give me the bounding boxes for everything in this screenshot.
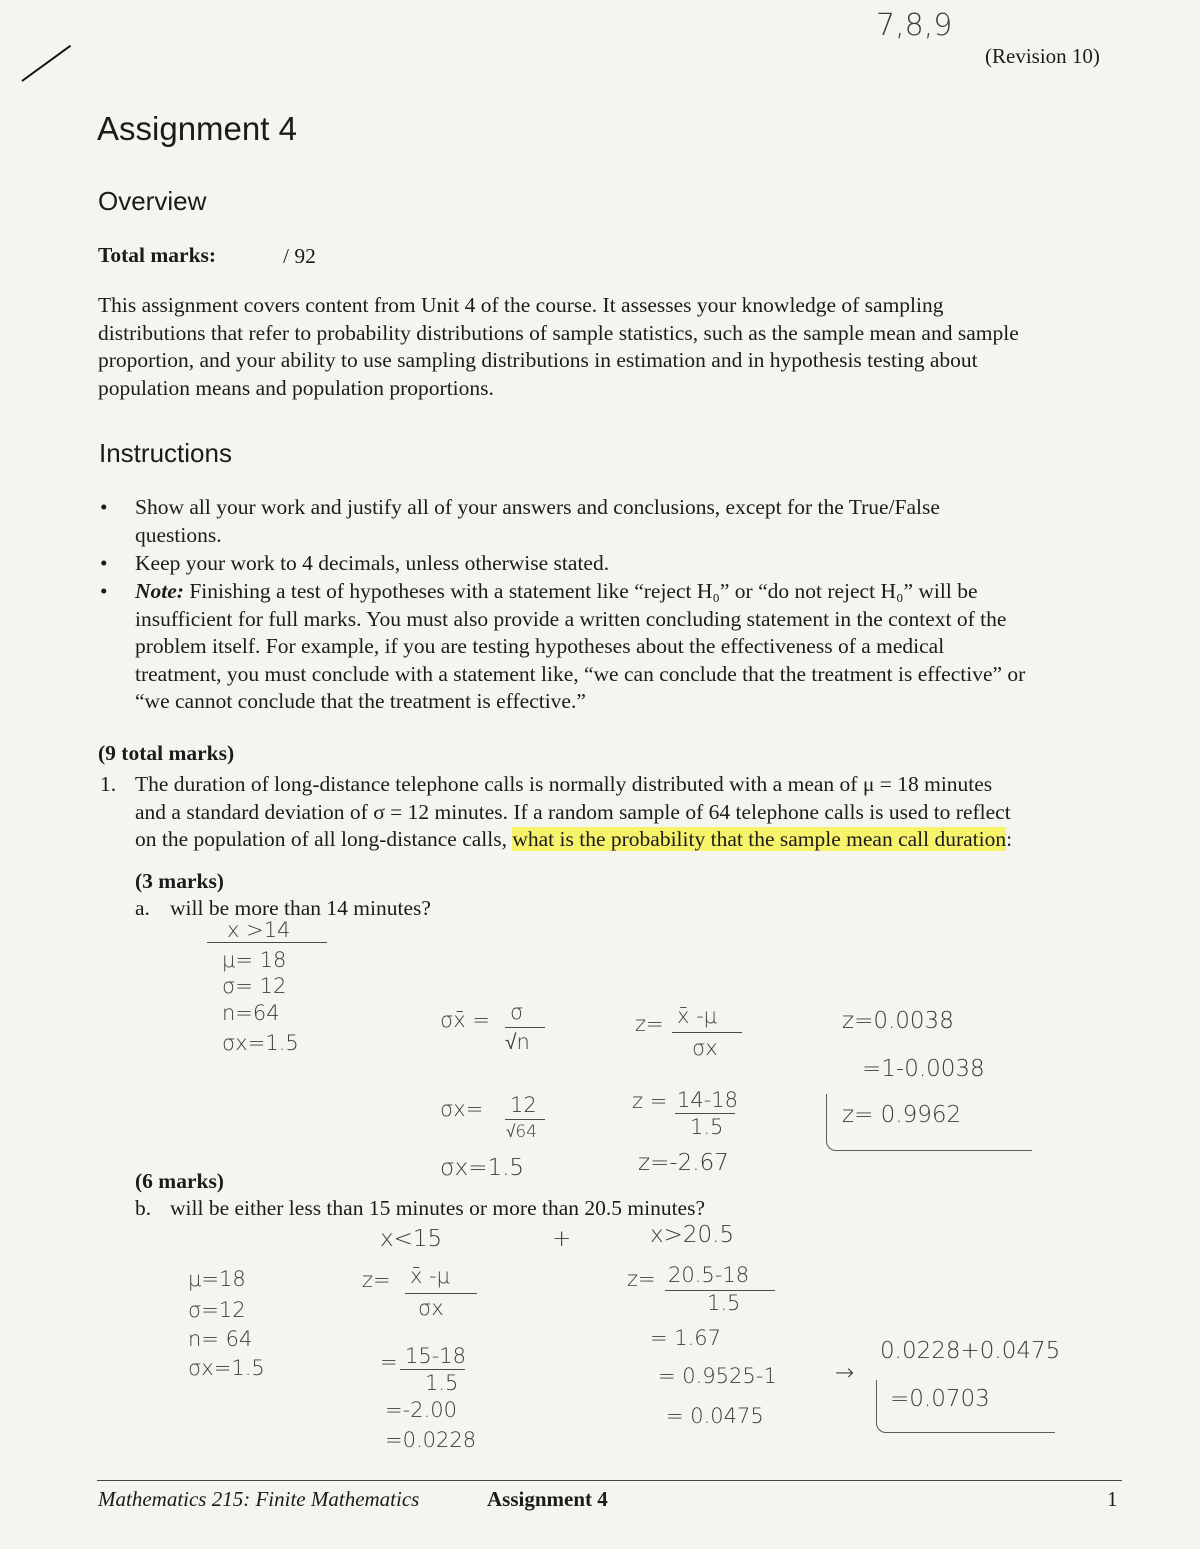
work-a-given: x >14 xyxy=(207,918,327,943)
sigma-result: σx=1.5 xyxy=(440,1155,525,1181)
work-a-result: =1-0.0038 xyxy=(862,1056,985,1082)
fraction-line xyxy=(405,1293,477,1294)
work-a-result: z=0.0038 xyxy=(842,1008,954,1034)
arrow-icon: → xyxy=(835,1360,855,1386)
work-b-given: σx=1.5 xyxy=(188,1356,265,1380)
work-b-right-condition: x>20.5 xyxy=(650,1222,735,1248)
bullet-item xyxy=(100,494,1120,550)
q1-line: The duration of long-distance telephone calls is normally distributed with a mean of μ = 18 minutes xyxy=(135,772,993,796)
sigma-formula-den: √n xyxy=(505,1030,530,1054)
work-b-z-lhs: z= xyxy=(362,1268,391,1292)
bullet-icon: • xyxy=(100,495,108,519)
work-b-rz-result: = 0.0475 xyxy=(666,1404,764,1428)
fraction-line xyxy=(400,1369,465,1370)
z-formula-num: x̄ -μ xyxy=(677,1004,718,1028)
sigma-formula-lhs: σx̄ = xyxy=(440,1008,491,1032)
note-label: Note: xyxy=(135,579,184,603)
bullet-text: Show all your work and justify all of your answers and conclusions, except for the True/False xyxy=(135,495,940,519)
work-b-z-num: x̄ -μ xyxy=(410,1264,451,1288)
q1-line xyxy=(135,826,1125,854)
work-b-rz-result: = 0.9525-1 xyxy=(658,1364,777,1388)
bullet-text: problem itself. For example, if you are testing hypotheses about the effectiveness of a medical xyxy=(135,634,945,658)
work-b-given: μ=18 xyxy=(188,1267,246,1291)
fraction-line xyxy=(505,1027,545,1028)
q1-number: 1. xyxy=(100,772,117,796)
z-calc-lhs: z = xyxy=(632,1089,668,1113)
revision-label: (Revision 10) xyxy=(985,44,1100,68)
bullet-text: “we cannot conclude that the treatment is effective.” xyxy=(135,689,586,713)
handwritten-question-list: 7,8,9 xyxy=(876,8,953,43)
sigma-calc-den: √64 xyxy=(506,1122,537,1142)
fraction-line xyxy=(672,1032,742,1033)
q1-line-suffix: : xyxy=(1006,827,1013,851)
check-mark-icon xyxy=(21,45,71,82)
work-a-given: σx=1.5 xyxy=(222,1031,299,1055)
work-b-rz-den: 1.5 xyxy=(707,1291,741,1315)
highlighted-text: what is the probability that the sample mean call duration xyxy=(512,827,1007,851)
page-number: 1 xyxy=(1107,1487,1118,1511)
overview-line: proportion, and your ability to use sampling distributions in estimation and in hypothesis testing about xyxy=(98,348,978,372)
footer-course: Mathematics 215: Finite Mathematics xyxy=(98,1487,420,1511)
work-b-calc-den: 1.5 xyxy=(425,1371,459,1395)
bullet-text: Finishing a test of hypotheses with a statement like “reject H₀” or “do not reject H₀” will be xyxy=(189,579,978,603)
fraction-line xyxy=(675,1113,735,1114)
work-a-given: μ= 18 xyxy=(222,948,287,972)
q1b-marks: (6 marks) xyxy=(135,1169,224,1193)
work-b-plus: + xyxy=(552,1226,572,1252)
q1a-text: will be more than 14 minutes? xyxy=(170,896,431,920)
q1-text xyxy=(135,771,1125,854)
bullet-item xyxy=(100,578,1120,718)
q1b-text: will be either less than 15 minutes or more than 20.5 minutes? xyxy=(170,1196,706,1220)
work-a-given: n=64 xyxy=(222,1001,280,1025)
work-a-answer: z= 0.9962 xyxy=(842,1102,962,1128)
bullet-icon: • xyxy=(100,551,108,575)
overview-line: population means and population proportions. xyxy=(98,375,494,400)
work-b-calc-result: =-2.00 xyxy=(385,1398,457,1422)
q1-line: and a standard deviation of σ = 12 minutes. If a random sample of 64 telephone calls is used to reflect xyxy=(135,799,1011,824)
z-formula-lhs: z= xyxy=(635,1012,664,1036)
work-a-given: σ= 12 xyxy=(222,974,287,998)
footer-rule xyxy=(97,1480,1122,1481)
z-calc-num: 14-18 xyxy=(677,1088,739,1112)
fraction-line xyxy=(505,1119,545,1120)
work-b-rz-result: = 1.67 xyxy=(650,1326,722,1350)
bullet-icon: • xyxy=(100,579,108,603)
q1b-label: b. xyxy=(135,1196,152,1220)
bullet-item xyxy=(100,550,1120,578)
total-marks-label: Total marks: xyxy=(98,243,217,267)
instructions-heading: Instructions xyxy=(99,438,232,468)
work-b-given: n= 64 xyxy=(188,1327,253,1351)
bullet-text: questions. xyxy=(135,522,222,547)
sigma-calc-num: 12 xyxy=(510,1093,537,1117)
sigma-calc-lhs: σx= xyxy=(440,1097,484,1121)
z-result: z=-2.67 xyxy=(638,1150,729,1176)
bullet-text: insufficient for full marks. You must also provide a written concluding statement in the context of the xyxy=(135,606,1007,631)
total-marks-value: / 92 xyxy=(283,244,316,268)
work-b-calc-num: 15-18 xyxy=(405,1344,467,1368)
sigma-formula-num: σ xyxy=(510,1000,524,1024)
bullet-text: Keep your work to 4 decimals, unless otherwise stated. xyxy=(135,551,610,575)
work-b-calc-eq: = xyxy=(380,1350,398,1374)
z-calc-den: 1.5 xyxy=(690,1115,724,1139)
page-title: Assignment 4 xyxy=(97,110,297,147)
work-b-rz-lhs: z= xyxy=(627,1267,656,1291)
work-b-answer: =0.0703 xyxy=(890,1386,990,1412)
q1-total-marks: (9 total marks) xyxy=(98,741,235,765)
work-b-calc-result: =0.0228 xyxy=(385,1428,477,1452)
overview-line: This assignment covers content from Unit 4 of the course. It assesses your knowledge of sampling xyxy=(98,293,944,317)
q1-line-prefix: on the population of all long-distance calls, xyxy=(135,827,507,851)
work-b-rz-num: 20.5-18 xyxy=(668,1263,750,1287)
q1a-marks: (3 marks) xyxy=(135,869,224,893)
overview-heading: Overview xyxy=(98,186,207,216)
work-b-z-den: σx xyxy=(418,1296,444,1320)
q1a-label: a. xyxy=(135,896,150,920)
work-b-given: σ=12 xyxy=(188,1298,246,1322)
z-formula-den: σx xyxy=(692,1036,718,1060)
footer-document: Assignment 4 xyxy=(487,1487,608,1511)
work-b-sum: 0.0228+0.0475 xyxy=(880,1338,1061,1364)
overview-line: distributions that refer to probability distributions of sample statistics, such as the sample mean and sample xyxy=(98,320,1019,345)
work-b-left-condition: x<15 xyxy=(380,1226,443,1252)
bullet-text: treatment, you must conclude with a statement like, “we can conclude that the treatment is effective” or xyxy=(135,661,1026,686)
overview-paragraph xyxy=(98,292,1128,402)
